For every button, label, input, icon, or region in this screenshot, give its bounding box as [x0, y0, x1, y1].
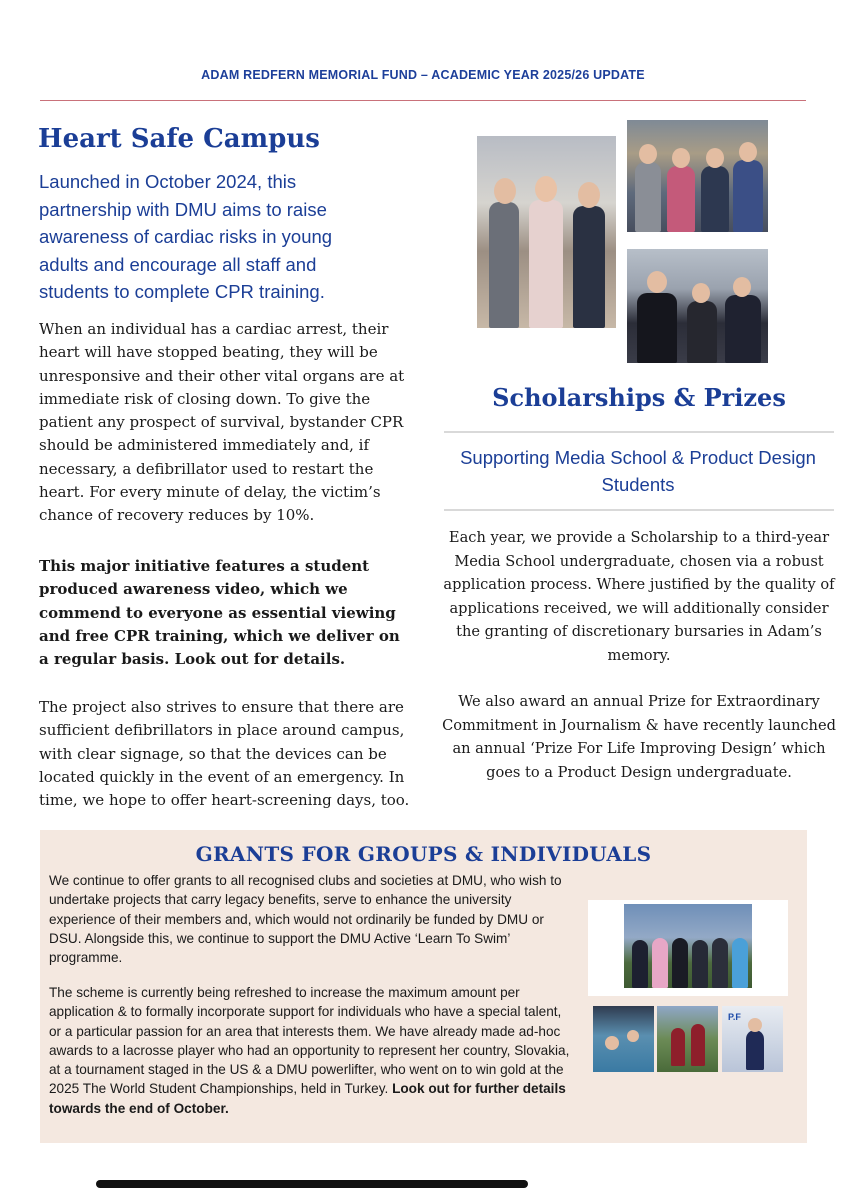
scholarships-paragraph-1: Each year, we provide a Scholarship to a third-year Media School undergraduate, chosen via a robust application process. Where justified by the quality of applications received, we will additionally consider the granting of discretionary bursaries in Adam’s memory. — [443, 529, 835, 664]
scholarships-paragraph-2: We also award an annual Prize for Extraordinary Commitment in Journalism & have recently launched an annual ‘Prize For Life Improving Design’ which goes to a Product Design undergraduate. — [442, 693, 836, 781]
photo-sign-text: P.F — [728, 1012, 741, 1022]
photo-graduation — [627, 249, 768, 363]
heart-safe-lead: Launched in October 2024, this partnership with DMU aims to raise awareness of cardiac risks in young adults and encourage all staff and students to complete CPR training. — [39, 171, 333, 302]
photo-cpr-award-group — [477, 136, 616, 328]
grants-title: GRANTS FOR GROUPS & INDIVIDUALS — [195, 842, 652, 866]
grants-paragraph-1: We continue to offer grants to all recognised clubs and societies at DMU, who wish to undertake projects that carry legacy benefits, serve to enhance the university experience of their members and, which would not ordinarily be funded by DMU or DSU. Alongside this, we continue to support the DMU Active ‘Learn To Swim’ programme. — [49, 873, 562, 966]
home-indicator[interactable] — [96, 1180, 528, 1188]
scholarships-divider-top — [444, 431, 834, 433]
grants-paragraph-2 — [49, 983, 575, 1118]
photo-four-people-indoors — [627, 120, 768, 232]
scholarships-divider-bottom — [444, 509, 834, 511]
photo-team-outdoors — [588, 900, 788, 996]
newsletter-header: ADAM REDFERN MEMORIAL FUND – ACADEMIC YEAR 2025/26 UPDATE — [201, 68, 645, 82]
heart-safe-paragraph-2: This major initiative features a student produced awareness video, which we commend to everyone as essential viewing and free CPR training, which we deliver on a regular basis. Look out for details. — [39, 557, 400, 669]
header-divider — [40, 100, 806, 101]
photo-powerlifter — [722, 1006, 783, 1072]
scholarships-title: Scholarships & Prizes — [492, 383, 786, 412]
heart-safe-paragraph-1: When an individual has a cardiac arrest, their heart will have stopped beating, they will be unresponsive and their other vital organs are at immediate risk of closing down. To give the patient any prospect of survival, bystander CPR should be administered immediately and, if necessary, a defibrillator used to restart the heart. For every minute of delay, the victim’s chance of recovery reduces by 10%. — [39, 320, 405, 525]
photo-lacrosse — [657, 1006, 718, 1072]
heart-safe-title: Heart Safe Campus — [38, 124, 320, 154]
grants-callout: Look out for further details towards the end of October. — [49, 1081, 566, 1116]
grants-section — [40, 830, 807, 1143]
grants-paragraph-2-text: The scheme is currently being refreshed to increase the maximum amount per application & to formally incorporate support for individuals who have a special talent, or a particular passion for an area that interests them. We have already made ad-hoc awards to a lacrosse player who had an opportunity to represent her country, Slovakia, at a tournament staged in the US & a DMU powerlifter, who went on to win gold at the 2025 The World Student Championships, held in Turkey. — [49, 985, 570, 1097]
heart-safe-paragraph-3: The project also strives to ensure that there are sufficient defibrillators in place around campus, with clear signage, so that the devices can be located quickly in the event of an emergency. In time, we hope to offer heart-screening days, too. — [39, 698, 410, 810]
scholarships-subtitle: Supporting Media School & Product Design Students — [460, 447, 816, 495]
photo-swimming — [593, 1006, 654, 1072]
